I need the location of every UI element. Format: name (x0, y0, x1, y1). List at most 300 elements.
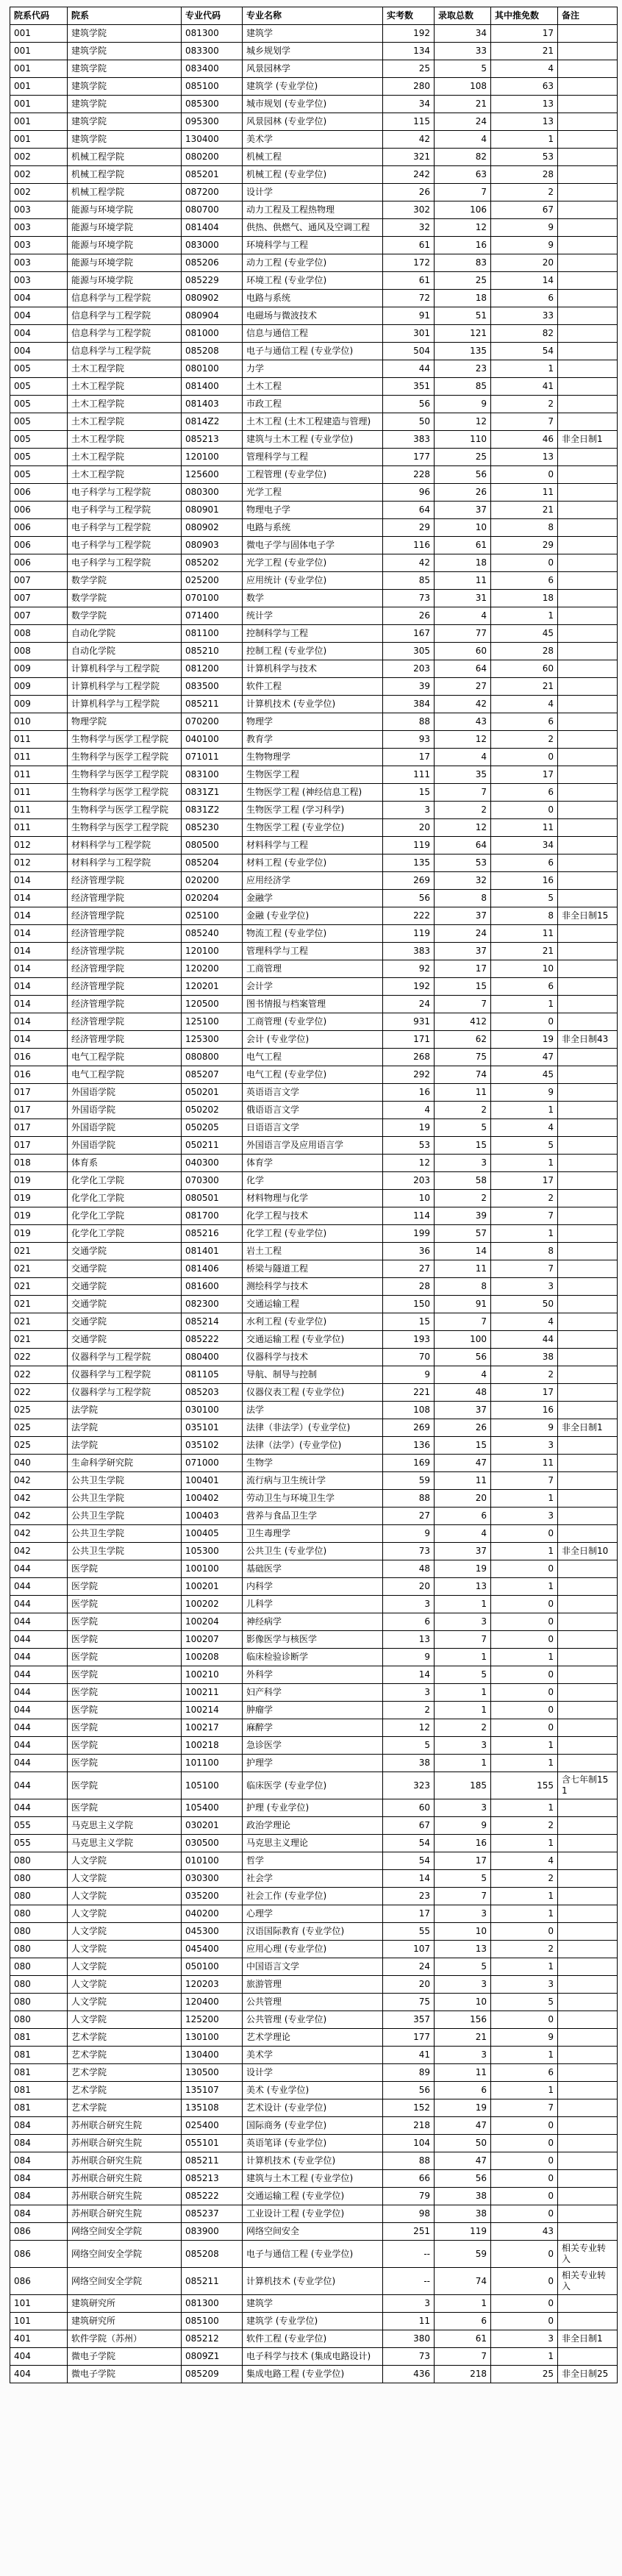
cell-exam-count: 91 (383, 307, 435, 325)
cell-major-code: 080500 (182, 837, 243, 854)
table-row (10, 131, 618, 149)
cell-admit-total: 185 (435, 1772, 491, 1799)
cell-dept-code: 044 (10, 1560, 68, 1578)
cell-remark (558, 272, 618, 290)
cell-dept-code: 005 (10, 431, 68, 449)
cell-dept-code: 014 (10, 890, 68, 907)
cell-remark (558, 1296, 618, 1313)
table-row (10, 1155, 618, 1172)
cell-admit-total: 1 (435, 1702, 491, 1719)
cell-remark (558, 1613, 618, 1631)
cell-exempt-count: 13 (491, 113, 558, 131)
cell-admit-total: 110 (435, 431, 491, 449)
cell-exam-count: 64 (383, 502, 435, 519)
cell-admit-total: 4 (435, 131, 491, 149)
cell-major-name: 电磁场与微波技术 (243, 307, 383, 325)
cell-exempt-count: 0 (491, 2295, 558, 2313)
cell-college: 材料科学与工程学院 (68, 854, 182, 872)
cell-remark (558, 502, 618, 519)
cell-college: 经济管理学院 (68, 1013, 182, 1031)
cell-remark (558, 1172, 618, 1190)
cell-remark (558, 325, 618, 343)
cell-admit-total: 12 (435, 413, 491, 431)
cell-exempt-count: 11 (491, 1455, 558, 1472)
table-row (10, 572, 618, 590)
cell-major-name: 仪器仪表工程 (专业学位) (243, 1384, 383, 1402)
admissions-table (10, 7, 618, 2383)
cell-dept-code: 011 (10, 731, 68, 749)
cell-major-code: 085210 (182, 643, 243, 660)
cell-major-name: 交通运输工程 (243, 1296, 383, 1313)
cell-admit-total: 33 (435, 43, 491, 60)
cell-admit-total: 64 (435, 837, 491, 854)
cell-college: 信息科学与工程学院 (68, 307, 182, 325)
cell-major-code: 010100 (182, 1852, 243, 1870)
cell-college: 土木工程学院 (68, 449, 182, 466)
cell-admit-total: 50 (435, 2135, 491, 2152)
cell-admit-total: 37 (435, 1402, 491, 1419)
cell-dept-code: 014 (10, 1031, 68, 1049)
table-row (10, 272, 618, 290)
cell-major-code: 085240 (182, 925, 243, 943)
cell-college: 苏州联合研究生院 (68, 2205, 182, 2223)
cell-exempt-count: 6 (491, 784, 558, 802)
table-row (10, 2313, 618, 2330)
cell-major-code: 050211 (182, 1137, 243, 1155)
cell-admit-total: 32 (435, 872, 491, 890)
cell-college: 公共卫生学院 (68, 1490, 182, 1508)
cell-college: 仪器科学与工程学院 (68, 1366, 182, 1384)
cell-exam-count: 36 (383, 1243, 435, 1260)
cell-admit-total: 6 (435, 1508, 491, 1525)
cell-admit-total: 10 (435, 519, 491, 537)
cell-dept-code: 018 (10, 1155, 68, 1172)
cell-exam-count: 242 (383, 166, 435, 184)
table-row (10, 1190, 618, 1207)
table-row (10, 166, 618, 184)
cell-exam-count: 380 (383, 2330, 435, 2348)
cell-remark (558, 1852, 618, 1870)
cell-exempt-count: 19 (491, 1031, 558, 1049)
cell-dept-code: 081 (10, 2099, 68, 2117)
cell-major-code: 085209 (182, 2366, 243, 2383)
cell-dept-code: 044 (10, 1613, 68, 1631)
cell-college: 网络空间安全学院 (68, 2223, 182, 2241)
cell-exam-count: 88 (383, 1490, 435, 1508)
cell-dept-code: 080 (10, 1852, 68, 1870)
cell-admit-total: 62 (435, 1031, 491, 1049)
cell-college: 艺术学院 (68, 2064, 182, 2082)
cell-dept-code: 001 (10, 131, 68, 149)
cell-exempt-count: 7 (491, 1207, 558, 1225)
cell-dept-code: 044 (10, 1684, 68, 1702)
cell-remark (558, 1684, 618, 1702)
cell-major-name: 哲学 (243, 1852, 383, 1870)
cell-exam-count: 20 (383, 819, 435, 837)
cell-exam-count: 12 (383, 1719, 435, 1737)
cell-exempt-count: 1 (491, 2047, 558, 2064)
cell-admit-total: 64 (435, 660, 491, 678)
cell-exempt-count: 1 (491, 1155, 558, 1172)
cell-dept-code: 404 (10, 2366, 68, 2383)
cell-major-code: 125200 (182, 2011, 243, 2029)
cell-college: 医学院 (68, 1755, 182, 1772)
cell-remark (558, 2047, 618, 2064)
cell-dept-code: 004 (10, 325, 68, 343)
table-row (10, 502, 618, 519)
cell-dept-code: 011 (10, 819, 68, 837)
cell-major-code: 105300 (182, 1543, 243, 1560)
cell-exempt-count: 17 (491, 25, 558, 43)
table-row (10, 325, 618, 343)
cell-major-code: 100217 (182, 1719, 243, 1737)
cell-admit-total: 20 (435, 1490, 491, 1508)
cell-exam-count: 292 (383, 1066, 435, 1084)
cell-exam-count: 3 (383, 1596, 435, 1613)
table-row (10, 254, 618, 272)
cell-admit-total: 17 (435, 960, 491, 978)
cell-major-name: 控制工程 (专业学位) (243, 643, 383, 660)
cell-remark (558, 607, 618, 625)
cell-exempt-count: 3 (491, 1976, 558, 1994)
cell-major-code: 085211 (182, 696, 243, 713)
cell-admit-total: 106 (435, 201, 491, 219)
table-row (10, 1737, 618, 1755)
cell-major-code: 100210 (182, 1666, 243, 1684)
table-row (10, 1490, 618, 1508)
cell-college: 经济管理学院 (68, 890, 182, 907)
cell-major-code: 070300 (182, 1172, 243, 1190)
column-header-admit-total: 录取总数 (435, 7, 491, 25)
cell-college: 能源与环境学院 (68, 219, 182, 237)
table-row (10, 1799, 618, 1817)
cell-dept-code: 008 (10, 643, 68, 660)
cell-major-code: 083000 (182, 237, 243, 254)
cell-exam-count: 305 (383, 643, 435, 660)
cell-major-code: 125300 (182, 1031, 243, 1049)
cell-college: 材料科学与工程学院 (68, 837, 182, 854)
cell-exam-count: 203 (383, 660, 435, 678)
cell-major-name: 管理科学与工程 (243, 449, 383, 466)
cell-remark (558, 2313, 618, 2330)
cell-college: 人文学院 (68, 1958, 182, 1976)
cell-exam-count: 251 (383, 2223, 435, 2241)
table-row (10, 2348, 618, 2366)
cell-remark (558, 2223, 618, 2241)
cell-college: 计算机科学与工程学院 (68, 660, 182, 678)
cell-remark (558, 819, 618, 837)
cell-exam-count: 55 (383, 1923, 435, 1941)
cell-exempt-count: 28 (491, 166, 558, 184)
cell-college: 苏州联合研究生院 (68, 2152, 182, 2170)
cell-major-code: 081401 (182, 1243, 243, 1260)
cell-dept-code: 012 (10, 854, 68, 872)
cell-exempt-count: 3 (491, 1278, 558, 1296)
cell-major-name: 建筑学 (243, 25, 383, 43)
table-row (10, 343, 618, 360)
cell-college: 化学化工学院 (68, 1172, 182, 1190)
cell-admit-total: 11 (435, 1472, 491, 1490)
cell-remark (558, 1923, 618, 1941)
table-row (10, 678, 618, 696)
cell-major-name: 法学 (243, 1402, 383, 1419)
cell-exempt-count: 1 (491, 1905, 558, 1923)
cell-college: 人文学院 (68, 1941, 182, 1958)
cell-exam-count: 114 (383, 1207, 435, 1225)
cell-dept-code: 009 (10, 660, 68, 678)
cell-major-name: 急诊医学 (243, 1737, 383, 1755)
table-row (10, 907, 618, 925)
cell-major-name: 心理学 (243, 1905, 383, 1923)
table-row (10, 590, 618, 607)
cell-exempt-count: 82 (491, 325, 558, 343)
cell-major-code: 085222 (182, 1331, 243, 1349)
cell-remark (558, 1560, 618, 1578)
cell-major-name: 材料物理与化学 (243, 1190, 383, 1207)
cell-admit-total: 61 (435, 2330, 491, 2348)
cell-exam-count: 15 (383, 1313, 435, 1331)
cell-exam-count: 24 (383, 996, 435, 1013)
cell-exam-count: 61 (383, 272, 435, 290)
cell-exam-count: 221 (383, 1384, 435, 1402)
cell-admit-total: 16 (435, 237, 491, 254)
cell-remark (558, 1994, 618, 2011)
table-row (10, 1349, 618, 1366)
cell-exempt-count: 1 (491, 131, 558, 149)
cell-exam-count: 9 (383, 1525, 435, 1543)
cell-remark (558, 2029, 618, 2047)
cell-major-name: 劳动卫生与环境卫生学 (243, 1490, 383, 1508)
cell-admit-total: 25 (435, 449, 491, 466)
cell-exempt-count: 28 (491, 643, 558, 660)
cell-major-code: 081400 (182, 378, 243, 396)
cell-dept-code: 044 (10, 1578, 68, 1596)
table-row (10, 1702, 618, 1719)
cell-major-name: 金融学 (243, 890, 383, 907)
cell-admit-total: 3 (435, 1155, 491, 1172)
cell-major-name: 应用经济学 (243, 872, 383, 890)
cell-major-name: 神经病学 (243, 1613, 383, 1631)
cell-exempt-count: 0 (491, 2268, 558, 2295)
cell-college: 生物科学与医学工程学院 (68, 819, 182, 837)
table-row (10, 237, 618, 254)
cell-major-code: 085206 (182, 254, 243, 272)
cell-exam-count: 89 (383, 2064, 435, 2082)
cell-dept-code: 005 (10, 360, 68, 378)
cell-exam-count: 3 (383, 802, 435, 819)
cell-major-code: 085203 (182, 1384, 243, 1402)
cell-remark (558, 1049, 618, 1066)
table-row (10, 1543, 618, 1560)
table-row (10, 1437, 618, 1455)
cell-exempt-count: 0 (491, 2241, 558, 2268)
cell-major-code: 025200 (182, 572, 243, 590)
cell-dept-code: 009 (10, 678, 68, 696)
cell-dept-code: 014 (10, 907, 68, 925)
cell-major-name: 英语笔译 (专业学位) (243, 2135, 383, 2152)
cell-dept-code: 004 (10, 343, 68, 360)
cell-major-name: 旅游管理 (243, 1976, 383, 1994)
cell-dept-code: 101 (10, 2295, 68, 2313)
cell-college: 建筑研究所 (68, 2313, 182, 2330)
table-row (10, 2082, 618, 2099)
cell-dept-code: 001 (10, 78, 68, 96)
cell-admit-total: 108 (435, 78, 491, 96)
cell-remark (558, 2188, 618, 2205)
cell-exempt-count: 34 (491, 837, 558, 854)
cell-major-code: 0814Z2 (182, 413, 243, 431)
cell-admit-total: 5 (435, 1870, 491, 1888)
table-row (10, 149, 618, 166)
table-row (10, 360, 618, 378)
cell-exempt-count: 1 (491, 1225, 558, 1243)
cell-dept-code: 003 (10, 237, 68, 254)
cell-remark: 非全日制25 (558, 2366, 618, 2383)
cell-dept-code: 044 (10, 1772, 68, 1799)
cell-exempt-count: 1 (491, 1737, 558, 1755)
cell-college: 人文学院 (68, 1888, 182, 1905)
cell-exam-count: 351 (383, 378, 435, 396)
cell-admit-total: 1 (435, 1684, 491, 1702)
cell-major-name: 美术学 (243, 2047, 383, 2064)
cell-college: 土木工程学院 (68, 378, 182, 396)
cell-major-name: 软件工程 (243, 678, 383, 696)
cell-major-code: 083300 (182, 43, 243, 60)
cell-remark (558, 519, 618, 537)
cell-dept-code: 021 (10, 1313, 68, 1331)
cell-remark (558, 290, 618, 307)
cell-major-name: 建筑与土木工程 (专业学位) (243, 431, 383, 449)
cell-major-name: 城乡规划学 (243, 43, 383, 60)
cell-remark (558, 1755, 618, 1772)
cell-major-code: 085211 (182, 2152, 243, 2170)
table-row (10, 1331, 618, 1349)
cell-remark (558, 2064, 618, 2082)
cell-remark (558, 2170, 618, 2188)
cell-remark (558, 1702, 618, 1719)
cell-exam-count: 192 (383, 978, 435, 996)
cell-dept-code: 005 (10, 466, 68, 484)
cell-major-code: 030500 (182, 1835, 243, 1852)
cell-exempt-count: 9 (491, 2029, 558, 2047)
cell-admit-total: 100 (435, 1331, 491, 1349)
cell-exempt-count: 2 (491, 1190, 558, 1207)
cell-major-code: 080700 (182, 201, 243, 219)
cell-admit-total: 34 (435, 25, 491, 43)
table-row (10, 837, 618, 854)
cell-college: 生命科学研究院 (68, 1455, 182, 1472)
cell-admit-total: 7 (435, 1631, 491, 1649)
cell-dept-code: 011 (10, 749, 68, 766)
table-row (10, 1525, 618, 1543)
cell-remark (558, 60, 618, 78)
cell-admit-total: 37 (435, 907, 491, 925)
cell-admit-total: 82 (435, 149, 491, 166)
cell-remark (558, 2295, 618, 2313)
cell-college: 经济管理学院 (68, 872, 182, 890)
cell-college: 机械工程学院 (68, 149, 182, 166)
cell-college: 苏州联合研究生院 (68, 2188, 182, 2205)
cell-college: 经济管理学院 (68, 943, 182, 960)
cell-dept-code: 016 (10, 1066, 68, 1084)
cell-remark (558, 660, 618, 678)
cell-dept-code: 080 (10, 2011, 68, 2029)
cell-admit-total: 38 (435, 2188, 491, 2205)
cell-exempt-count: 0 (491, 1525, 558, 1543)
cell-major-name: 影像医学与核医学 (243, 1631, 383, 1649)
cell-major-code: 100204 (182, 1613, 243, 1631)
cell-major-code: 081000 (182, 325, 243, 343)
cell-remark (558, 1596, 618, 1613)
cell-college: 医学院 (68, 1613, 182, 1631)
table-row (10, 2330, 618, 2348)
table-row (10, 1384, 618, 1402)
table-row (10, 1666, 618, 1684)
cell-major-name: 工业设计工程 (专业学位) (243, 2205, 383, 2223)
cell-exempt-count: 1 (491, 1490, 558, 1508)
cell-major-name: 金融 (专业学位) (243, 907, 383, 925)
cell-exam-count: 171 (383, 1031, 435, 1049)
cell-exam-count: 20 (383, 1578, 435, 1596)
cell-remark (558, 413, 618, 431)
cell-major-name: 城市规划 (专业学位) (243, 96, 383, 113)
cell-major-name: 体育学 (243, 1155, 383, 1172)
cell-dept-code: 021 (10, 1331, 68, 1349)
cell-remark (558, 731, 618, 749)
cell-remark (558, 837, 618, 854)
cell-admit-total: 1 (435, 1649, 491, 1666)
cell-major-name: 力学 (243, 360, 383, 378)
cell-remark (558, 1190, 618, 1207)
cell-remark (558, 1207, 618, 1225)
cell-major-name: 电子与通信工程 (专业学位) (243, 2241, 383, 2268)
cell-exam-count: 931 (383, 1013, 435, 1031)
cell-exam-count: 70 (383, 1349, 435, 1366)
cell-admit-total: 11 (435, 572, 491, 590)
cell-dept-code: 006 (10, 537, 68, 554)
cell-major-code: 081600 (182, 1278, 243, 1296)
cell-remark (558, 449, 618, 466)
cell-exam-count: 92 (383, 960, 435, 978)
cell-major-name: 美术 (专业学位) (243, 2082, 383, 2099)
cell-remark (558, 554, 618, 572)
cell-remark (558, 1835, 618, 1852)
cell-admit-total: 5 (435, 1666, 491, 1684)
cell-exam-count: 203 (383, 1172, 435, 1190)
cell-admit-total: 15 (435, 978, 491, 996)
cell-admit-total: 61 (435, 537, 491, 554)
cell-exempt-count: 1 (491, 1799, 558, 1817)
cell-exempt-count: 45 (491, 1066, 558, 1084)
cell-college: 经济管理学院 (68, 907, 182, 925)
cell-remark: 非全日制43 (558, 1031, 618, 1049)
cell-exempt-count: 46 (491, 431, 558, 449)
cell-remark (558, 1384, 618, 1402)
cell-college: 数学学院 (68, 572, 182, 590)
cell-admit-total: 7 (435, 2348, 491, 2366)
cell-remark: 非全日制1 (558, 1419, 618, 1437)
cell-exempt-count: 0 (491, 1596, 558, 1613)
cell-admit-total: 3 (435, 1737, 491, 1755)
cell-remark (558, 2099, 618, 2117)
cell-admit-total: 5 (435, 1958, 491, 1976)
cell-exempt-count: 5 (491, 1137, 558, 1155)
cell-exam-count: 269 (383, 1419, 435, 1437)
cell-remark (558, 1719, 618, 1737)
table-row (10, 2047, 618, 2064)
cell-college: 软件学院（苏州） (68, 2330, 182, 2348)
cell-major-code: 040100 (182, 731, 243, 749)
